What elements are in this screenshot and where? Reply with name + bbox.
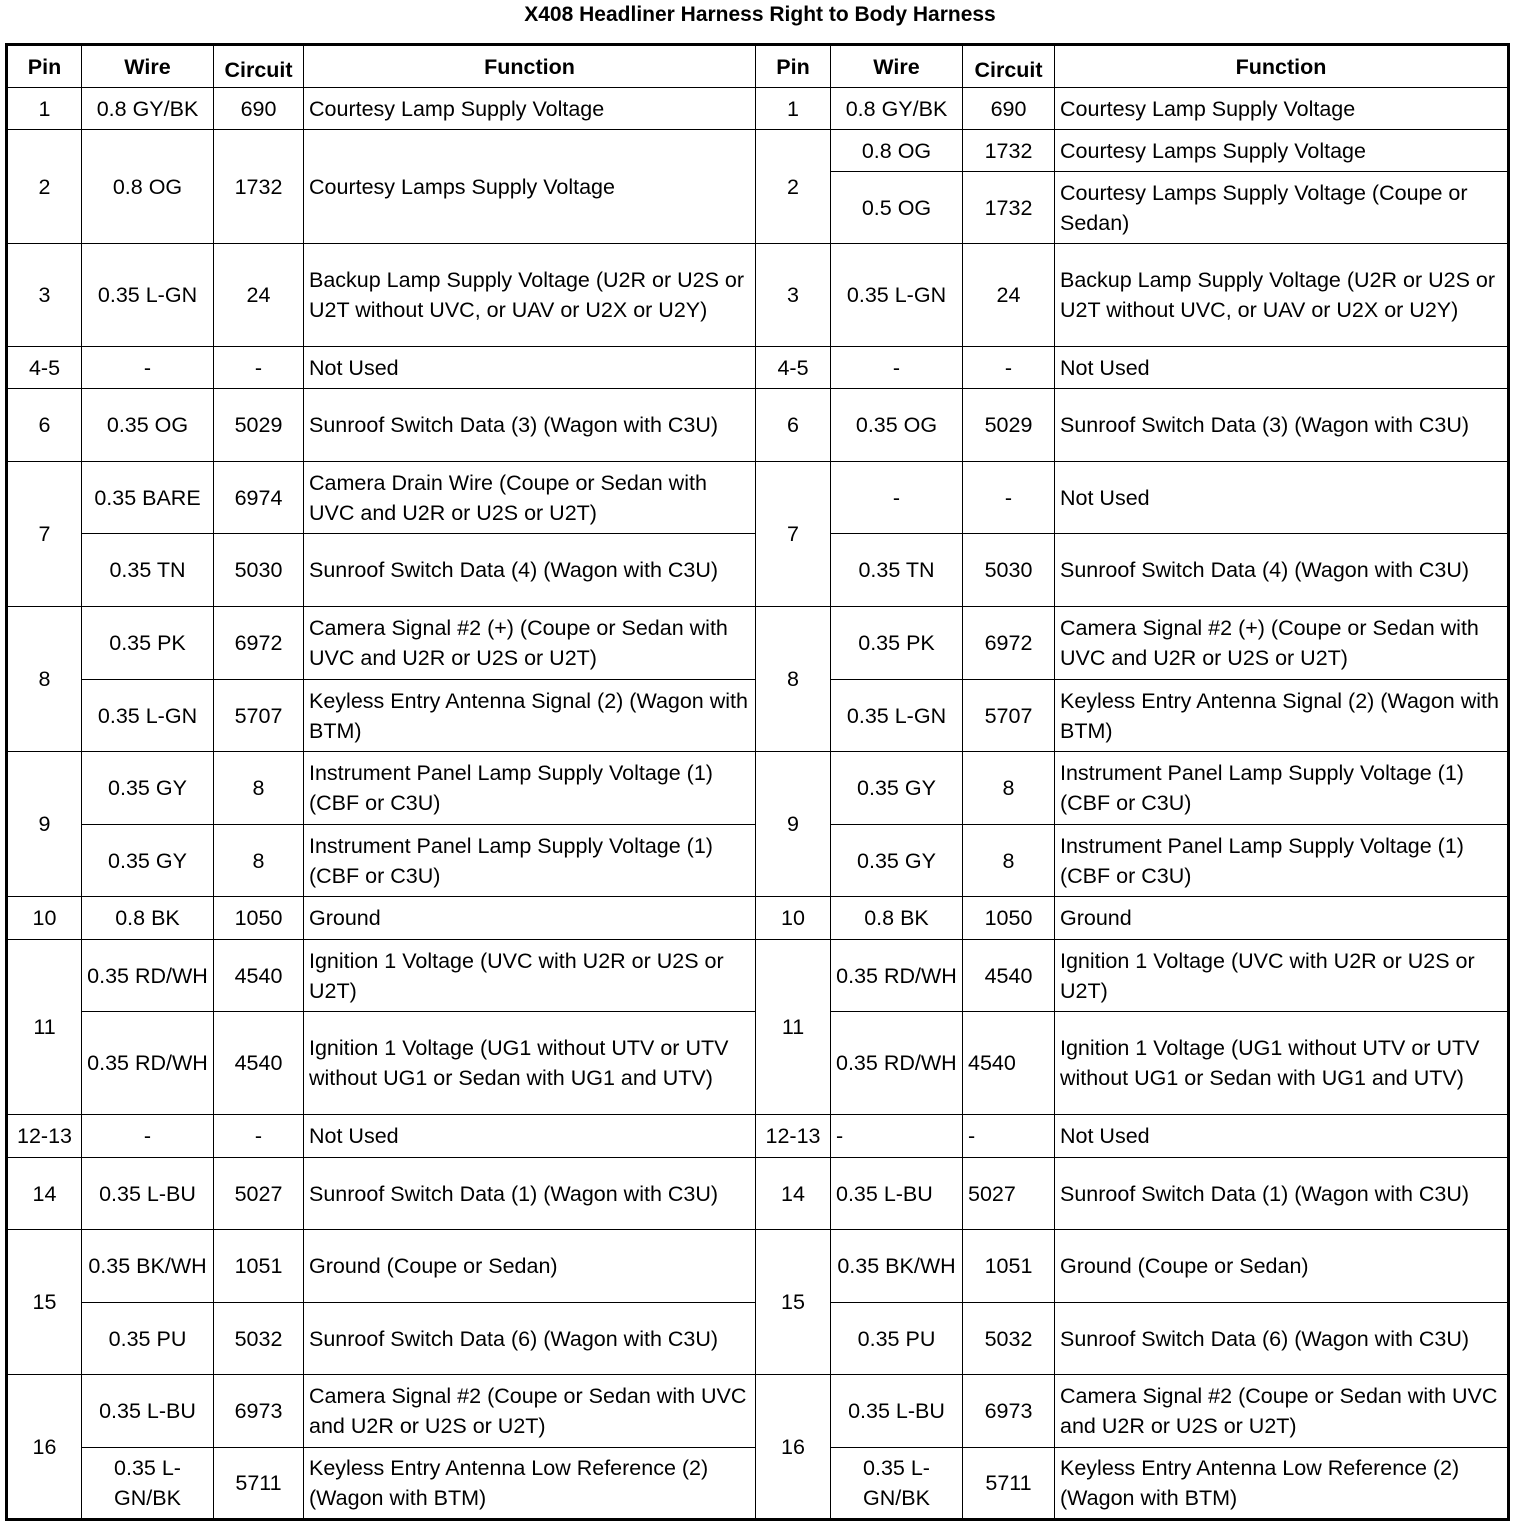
left-pin: 6 bbox=[7, 389, 82, 462]
table-row bbox=[7, 347, 1509, 389]
right-function: Ground (Coupe or Sedan) bbox=[1055, 1230, 1509, 1303]
left-wire: 0.35 BK/WH bbox=[82, 1230, 214, 1303]
left-wire: 0.35 GY bbox=[82, 752, 214, 825]
left-function: Camera Drain Wire (Coupe or Sedan with UVC and U2R or U2S or U2T) bbox=[304, 462, 756, 534]
table-row bbox=[7, 1158, 1509, 1230]
table-row bbox=[7, 389, 1509, 462]
left-circuit: 5032 bbox=[214, 1303, 304, 1375]
left-wire: 0.8 BK bbox=[82, 897, 214, 940]
left-circuit: 5707 bbox=[214, 680, 304, 752]
right-function: Camera Signal #2 (Coupe or Sedan with UVC and U2R or U2S or U2T) bbox=[1055, 1375, 1509, 1448]
header-wire-left: Wire bbox=[82, 45, 214, 88]
left-function: Sunroof Switch Data (3) (Wagon with C3U) bbox=[304, 389, 756, 462]
right-wire: 0.35 RD/WH bbox=[831, 940, 963, 1012]
left-wire: 0.35 RD/WH bbox=[82, 1012, 214, 1115]
left-wire: 0.35 OG bbox=[82, 389, 214, 462]
table-row bbox=[7, 1115, 1509, 1158]
right-circuit: 5030 bbox=[963, 534, 1055, 607]
left-pin: 14 bbox=[7, 1158, 82, 1230]
right-wire: 0.35 L-GN/BK bbox=[831, 1448, 963, 1520]
left-wire: 0.35 L-GN bbox=[82, 244, 214, 347]
right-pin: 6 bbox=[756, 389, 831, 462]
left-function: Camera Signal #2 (Coupe or Sedan with UVC and U2R or U2S or U2T) bbox=[304, 1375, 756, 1448]
page-title: X408 Headliner Harness Right to Body Harness bbox=[524, 3, 996, 26]
right-function: Not Used bbox=[1055, 1115, 1509, 1158]
right-wire: 0.35 GY bbox=[831, 752, 963, 825]
left-function: Keyless Entry Antenna Low Reference (2) (Wagon with BTM) bbox=[304, 1448, 756, 1520]
right-wire: 0.35 GY bbox=[831, 825, 963, 897]
left-pin: 7 bbox=[7, 462, 82, 607]
header-pin-left: Pin bbox=[7, 45, 82, 88]
left-wire: 0.35 PK bbox=[82, 607, 214, 680]
left-circuit: - bbox=[214, 1115, 304, 1158]
left-function: Sunroof Switch Data (1) (Wagon with C3U) bbox=[304, 1158, 756, 1230]
left-function: Courtesy Lamps Supply Voltage bbox=[304, 130, 756, 244]
left-function: Instrument Panel Lamp Supply Voltage (1) (CBF or C3U) bbox=[304, 752, 756, 825]
left-pin: 10 bbox=[7, 897, 82, 940]
right-wire: 0.8 GY/BK bbox=[831, 88, 963, 130]
right-pin: 4-5 bbox=[756, 347, 831, 389]
left-circuit: 5030 bbox=[214, 534, 304, 607]
left-wire: - bbox=[82, 347, 214, 389]
right-function: Ground bbox=[1055, 897, 1509, 940]
right-pin: 10 bbox=[756, 897, 831, 940]
right-function: Sunroof Switch Data (6) (Wagon with C3U) bbox=[1055, 1303, 1509, 1375]
right-function: Courtesy Lamps Supply Voltage (Coupe or Sedan) bbox=[1055, 172, 1509, 244]
right-wire: - bbox=[831, 462, 963, 534]
left-function: Ground (Coupe or Sedan) bbox=[304, 1230, 756, 1303]
right-pin: 1 bbox=[756, 88, 831, 130]
right-pin: 3 bbox=[756, 244, 831, 347]
left-circuit: 8 bbox=[214, 825, 304, 897]
right-wire: - bbox=[831, 1115, 963, 1158]
left-function: Ignition 1 Voltage (UG1 without UTV or UTV without UG1 or Sedan with UG1 and UTV) bbox=[304, 1012, 756, 1115]
left-circuit: 690 bbox=[214, 88, 304, 130]
left-pin: 9 bbox=[7, 752, 82, 897]
right-pin: 11 bbox=[756, 940, 831, 1115]
left-circuit: 5027 bbox=[214, 1158, 304, 1230]
left-pin: 8 bbox=[7, 607, 82, 752]
right-circuit: 1051 bbox=[963, 1230, 1055, 1303]
left-pin: 2 bbox=[7, 130, 82, 244]
right-wire: 0.35 RD/WH bbox=[831, 1012, 963, 1115]
left-circuit: 4540 bbox=[214, 940, 304, 1012]
right-circuit: 5707 bbox=[963, 680, 1055, 752]
table-row bbox=[7, 130, 1509, 172]
left-circuit: 5029 bbox=[214, 389, 304, 462]
right-circuit: 5027 bbox=[963, 1158, 1055, 1230]
right-wire: 0.35 TN bbox=[831, 534, 963, 607]
right-circuit: 8 bbox=[963, 752, 1055, 825]
right-function: Courtesy Lamp Supply Voltage bbox=[1055, 88, 1509, 130]
left-wire: 0.35 GY bbox=[82, 825, 214, 897]
right-circuit: 6973 bbox=[963, 1375, 1055, 1448]
table-row bbox=[7, 607, 1509, 680]
left-pin: 1 bbox=[7, 88, 82, 130]
right-circuit: 1732 bbox=[963, 130, 1055, 172]
right-wire: 0.35 PU bbox=[831, 1303, 963, 1375]
right-circuit: 5711 bbox=[963, 1448, 1055, 1520]
right-pin: 2 bbox=[756, 130, 831, 244]
left-function: Not Used bbox=[304, 347, 756, 389]
right-wire: 0.35 L-GN bbox=[831, 680, 963, 752]
right-circuit: 1050 bbox=[963, 897, 1055, 940]
right-function: Backup Lamp Supply Voltage (U2R or U2S or U2T without UVC, or UAV or U2X or U2Y) bbox=[1055, 244, 1509, 347]
left-function: Not Used bbox=[304, 1115, 756, 1158]
left-pin: 16 bbox=[7, 1375, 82, 1520]
left-wire: 0.35 BARE bbox=[82, 462, 214, 534]
left-function: Backup Lamp Supply Voltage (U2R or U2S or U2T without UVC, or UAV or U2X or U2Y) bbox=[304, 244, 756, 347]
left-circuit: - bbox=[214, 347, 304, 389]
right-function: Camera Signal #2 (+) (Coupe or Sedan with UVC and U2R or U2S or U2T) bbox=[1055, 607, 1509, 680]
right-function: Sunroof Switch Data (4) (Wagon with C3U) bbox=[1055, 534, 1509, 607]
right-function: Ignition 1 Voltage (UG1 without UTV or UTV without UG1 or Sedan with UG1 and UTV) bbox=[1055, 1012, 1509, 1115]
right-wire: 0.8 BK bbox=[831, 897, 963, 940]
table-row bbox=[7, 1375, 1509, 1448]
left-wire: 0.35 PU bbox=[82, 1303, 214, 1375]
left-wire: - bbox=[82, 1115, 214, 1158]
right-wire: 0.35 BK/WH bbox=[831, 1230, 963, 1303]
right-circuit: 4540 bbox=[963, 940, 1055, 1012]
right-wire: 0.35 OG bbox=[831, 389, 963, 462]
right-wire: 0.8 OG bbox=[831, 130, 963, 172]
left-pin: 4-5 bbox=[7, 347, 82, 389]
header-circuit-right: Circuit bbox=[963, 45, 1055, 88]
table-row bbox=[7, 1230, 1509, 1303]
table-row bbox=[7, 940, 1509, 1012]
right-pin: 8 bbox=[756, 607, 831, 752]
right-pin: 7 bbox=[756, 462, 831, 607]
left-circuit: 24 bbox=[214, 244, 304, 347]
right-wire: 0.35 PK bbox=[831, 607, 963, 680]
left-circuit: 1732 bbox=[214, 130, 304, 244]
right-circuit: 5029 bbox=[963, 389, 1055, 462]
left-wire: 0.35 L-BU bbox=[82, 1375, 214, 1448]
header-row bbox=[7, 45, 1509, 88]
header-circuit-left: Circuit bbox=[214, 45, 304, 88]
right-pin: 14 bbox=[756, 1158, 831, 1230]
right-wire: 0.5 OG bbox=[831, 172, 963, 244]
left-wire: 0.35 L-BU bbox=[82, 1158, 214, 1230]
table-row bbox=[7, 88, 1509, 130]
right-pin: 12-13 bbox=[756, 1115, 831, 1158]
left-function: Courtesy Lamp Supply Voltage bbox=[304, 88, 756, 130]
right-function: Courtesy Lamps Supply Voltage bbox=[1055, 130, 1509, 172]
right-circuit: 6972 bbox=[963, 607, 1055, 680]
left-pin: 12-13 bbox=[7, 1115, 82, 1158]
left-wire: 0.35 L-GN/BK bbox=[82, 1448, 214, 1520]
header-function-right: Function bbox=[1055, 45, 1509, 88]
left-pin: 3 bbox=[7, 244, 82, 347]
right-wire: 0.35 L-BU bbox=[831, 1158, 963, 1230]
left-circuit: 5711 bbox=[214, 1448, 304, 1520]
right-pin: 15 bbox=[756, 1230, 831, 1375]
right-function: Instrument Panel Lamp Supply Voltage (1) (CBF or C3U) bbox=[1055, 825, 1509, 897]
right-circuit: - bbox=[963, 462, 1055, 534]
left-circuit: 1051 bbox=[214, 1230, 304, 1303]
right-wire: 0.35 L-GN bbox=[831, 244, 963, 347]
header-wire-right: Wire bbox=[831, 45, 963, 88]
left-circuit: 6973 bbox=[214, 1375, 304, 1448]
right-circuit: 5032 bbox=[963, 1303, 1055, 1375]
right-function: Sunroof Switch Data (1) (Wagon with C3U) bbox=[1055, 1158, 1509, 1230]
header-pin-right: Pin bbox=[756, 45, 831, 88]
left-circuit: 4540 bbox=[214, 1012, 304, 1115]
right-circuit: 4540 bbox=[963, 1012, 1055, 1115]
right-circuit: 8 bbox=[963, 825, 1055, 897]
right-function: Not Used bbox=[1055, 347, 1509, 389]
connector-pinout-table bbox=[5, 43, 1510, 1521]
left-wire: 0.35 TN bbox=[82, 534, 214, 607]
left-function: Instrument Panel Lamp Supply Voltage (1) (CBF or C3U) bbox=[304, 825, 756, 897]
right-function: Keyless Entry Antenna Low Reference (2) (Wagon with BTM) bbox=[1055, 1448, 1509, 1520]
left-function: Keyless Entry Antenna Signal (2) (Wagon with BTM) bbox=[304, 680, 756, 752]
table-row bbox=[7, 897, 1509, 940]
table-row bbox=[7, 752, 1509, 825]
right-wire: 0.35 L-BU bbox=[831, 1375, 963, 1448]
left-function: Sunroof Switch Data (4) (Wagon with C3U) bbox=[304, 534, 756, 607]
left-wire: 0.35 RD/WH bbox=[82, 940, 214, 1012]
right-function: Not Used bbox=[1055, 462, 1509, 534]
table-row bbox=[7, 244, 1509, 347]
left-wire: 0.35 L-GN bbox=[82, 680, 214, 752]
right-circuit: 690 bbox=[963, 88, 1055, 130]
header-function-left: Function bbox=[304, 45, 756, 88]
right-function: Ignition 1 Voltage (UVC with U2R or U2S or U2T) bbox=[1055, 940, 1509, 1012]
left-circuit: 6974 bbox=[214, 462, 304, 534]
left-pin: 11 bbox=[7, 940, 82, 1115]
left-pin: 15 bbox=[7, 1230, 82, 1375]
right-circuit: 24 bbox=[963, 244, 1055, 347]
left-wire: 0.8 OG bbox=[82, 130, 214, 244]
right-circuit: - bbox=[963, 1115, 1055, 1158]
left-circuit: 1050 bbox=[214, 897, 304, 940]
right-function: Sunroof Switch Data (3) (Wagon with C3U) bbox=[1055, 389, 1509, 462]
left-wire: 0.8 GY/BK bbox=[82, 88, 214, 130]
left-circuit: 8 bbox=[214, 752, 304, 825]
right-circuit: 1732 bbox=[963, 172, 1055, 244]
table-row bbox=[7, 462, 1509, 534]
right-pin: 9 bbox=[756, 752, 831, 897]
left-function: Ignition 1 Voltage (UVC with U2R or U2S or U2T) bbox=[304, 940, 756, 1012]
left-function: Camera Signal #2 (+) (Coupe or Sedan with UVC and U2R or U2S or U2T) bbox=[304, 607, 756, 680]
left-circuit: 6972 bbox=[214, 607, 304, 680]
left-function: Ground bbox=[304, 897, 756, 940]
right-function: Instrument Panel Lamp Supply Voltage (1) (CBF or C3U) bbox=[1055, 752, 1509, 825]
left-function: Sunroof Switch Data (6) (Wagon with C3U) bbox=[304, 1303, 756, 1375]
right-function: Keyless Entry Antenna Signal (2) (Wagon with BTM) bbox=[1055, 680, 1509, 752]
right-wire: - bbox=[831, 347, 963, 389]
right-pin: 16 bbox=[756, 1375, 831, 1520]
right-circuit: - bbox=[963, 347, 1055, 389]
